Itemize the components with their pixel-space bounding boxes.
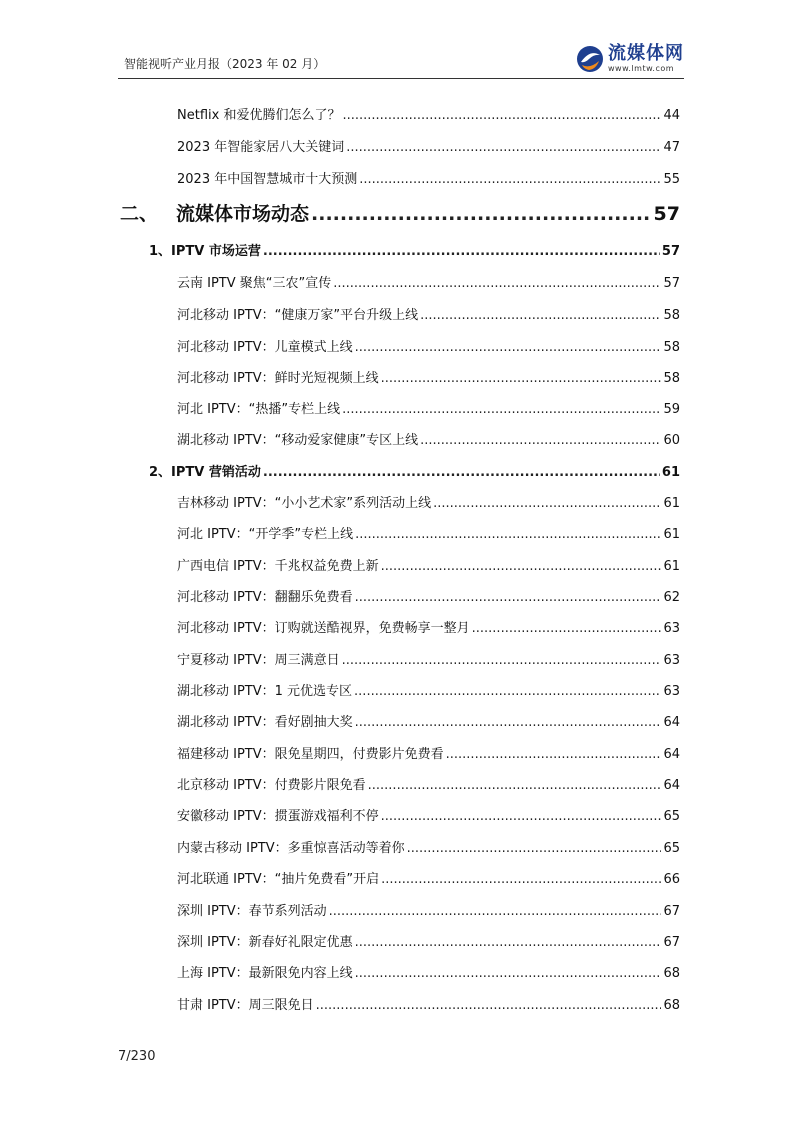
section-label: 2、IPTV 营销活动 — [149, 465, 261, 480]
toc-leader-dots — [342, 653, 662, 668]
toc-entry[interactable] — [177, 272, 680, 292]
toc-entry-label: 河北联通 IPTV：“抽片免费看”开启 — [177, 872, 380, 887]
toc-entry-label: 河北移动 IPTV：“健康万家”平台升级上线 — [177, 308, 419, 323]
toc-entry[interactable] — [177, 367, 680, 387]
toc-entry-label: 湖北移动 IPTV：1 元优选专区 — [177, 684, 353, 699]
toc-entry-label: 河北移动 IPTV：儿童模式上线 — [177, 340, 353, 355]
toc-leader-dots — [355, 935, 662, 950]
toc-leader-dots — [420, 433, 661, 448]
toc-entry-page: 64 — [663, 778, 680, 793]
toc-entry-page: 60 — [663, 433, 680, 448]
toc-entry[interactable] — [177, 805, 680, 825]
page-indicator: 7/230 — [118, 1049, 156, 1064]
toc-section[interactable] — [149, 240, 680, 260]
toc-entry-page: 58 — [663, 371, 680, 386]
toc-entry-label: 宁夏移动 IPTV：周三满意日 — [177, 653, 340, 668]
toc-entry[interactable] — [177, 900, 680, 920]
toc-entry-label: 福建移动 IPTV：限免星期四，付费影片免费看 — [177, 747, 444, 762]
toc-entry[interactable] — [177, 617, 680, 637]
toc-entry-page: 63 — [663, 684, 680, 699]
toc-leader-dots — [381, 559, 662, 574]
toc-leader-dots — [333, 276, 661, 291]
toc-entry-label: 上海 IPTV：最新限免内容上线 — [177, 966, 353, 981]
toc-entry-page: 64 — [663, 747, 680, 762]
section-page: 61 — [661, 465, 680, 480]
toc-entry[interactable] — [177, 523, 680, 543]
toc-entry-page: 61 — [663, 527, 680, 542]
toc-entry-page: 67 — [663, 935, 680, 950]
toc-section[interactable] — [149, 461, 680, 481]
header-divider — [118, 78, 684, 79]
toc-leader-dots — [342, 402, 661, 417]
toc-entry[interactable] — [177, 743, 680, 763]
toc-entry-page: 61 — [663, 496, 680, 511]
toc-leader-dots — [355, 590, 662, 605]
toc-entry-label: 湖北移动 IPTV：“移动爱家健康”专区上线 — [177, 433, 419, 448]
toc-entry-page: 65 — [663, 841, 680, 856]
toc-entry-page: 63 — [663, 653, 680, 668]
toc-entry-page: 58 — [663, 308, 680, 323]
toc-entry[interactable] — [177, 168, 680, 188]
toc-entry[interactable] — [177, 774, 680, 794]
toc-entry[interactable] — [177, 962, 680, 982]
toc-entry[interactable] — [177, 104, 680, 124]
chapter-page: 57 — [653, 203, 680, 225]
toc-leader-dots — [446, 747, 662, 762]
toc-entry-page: 68 — [663, 966, 680, 981]
toc-entry-label: 吉林移动 IPTV：“小小艺术家”系列活动上线 — [177, 496, 432, 511]
toc-entry[interactable] — [177, 931, 680, 951]
toc-entry[interactable] — [177, 586, 680, 606]
toc-leader-dots — [342, 108, 661, 123]
toc-leader-dots — [311, 203, 652, 225]
toc-entry[interactable] — [177, 336, 680, 356]
toc-leader-dots — [381, 809, 662, 824]
toc-entry-page: 62 — [663, 590, 680, 605]
toc-entry[interactable] — [177, 304, 680, 324]
toc-leader-dots — [359, 172, 661, 187]
toc-entry-label: 云南 IPTV 聚焦“三农”宣传 — [177, 276, 332, 291]
toc-entry-label: 河北移动 IPTV：订购就送酷视界，免费畅享一整月 — [177, 621, 470, 636]
toc-leader-dots — [407, 841, 662, 856]
toc-leader-dots — [346, 140, 661, 155]
toc-entry-page: 61 — [663, 559, 680, 574]
toc-entry[interactable] — [177, 680, 680, 700]
toc-entry[interactable] — [177, 555, 680, 575]
toc-entry-label: 广西电信 IPTV：千兆权益免费上新 — [177, 559, 379, 574]
toc-entry-page: 55 — [663, 172, 680, 187]
toc-entry-label: 北京移动 IPTV：付费影片限免看 — [177, 778, 366, 793]
toc-entry[interactable] — [177, 429, 680, 449]
toc-entry[interactable] — [177, 868, 680, 888]
logo-url: www.lmtw.com — [608, 64, 675, 73]
toc-entry-label: 深圳 IPTV：新春好礼限定优惠 — [177, 935, 353, 950]
logo-name: 流媒体网 — [608, 43, 684, 64]
report-title: 智能视听产业月报（2023 年 02 月） — [124, 57, 326, 71]
toc-leader-dots — [420, 308, 661, 323]
toc-entry[interactable] — [177, 649, 680, 669]
toc-entry-page: 44 — [663, 108, 680, 123]
chapter-number: 二、 — [120, 203, 159, 225]
toc-entry-label: 2023 年智能家居八大关键词 — [177, 140, 345, 155]
toc-entry-page: 66 — [663, 872, 680, 887]
chapter-label: 流媒体市场动态 — [176, 203, 310, 225]
toc-entry-page: 67 — [663, 904, 680, 919]
toc-entry-label: 河北移动 IPTV：翻翻乐免费看 — [177, 590, 353, 605]
toc-entry[interactable] — [177, 994, 680, 1014]
toc-entry-label: 2023 年中国智慧城市十大预测 — [177, 172, 358, 187]
toc-entry-page: 65 — [663, 809, 680, 824]
toc-entry-page: 59 — [663, 402, 680, 417]
toc-entry-label: 内蒙古移动 IPTV：多重惊喜活动等着你 — [177, 841, 405, 856]
toc-entry-page: 47 — [663, 140, 680, 155]
toc-entry[interactable] — [177, 136, 680, 156]
section-page: 57 — [661, 244, 680, 259]
toc-leader-dots — [354, 684, 661, 699]
toc-leader-dots — [316, 998, 662, 1013]
toc-leader-dots — [368, 778, 662, 793]
toc-entry-label: 安徽移动 IPTV：掼蛋游戏福利不停 — [177, 809, 379, 824]
toc-entry[interactable] — [177, 837, 680, 857]
toc-entry[interactable] — [177, 711, 680, 731]
toc-leader-dots — [433, 496, 661, 511]
toc-leader-dots — [355, 715, 662, 730]
toc-entry[interactable] — [177, 492, 680, 512]
toc-leader-dots — [355, 340, 662, 355]
toc-entry-page: 58 — [663, 340, 680, 355]
toc-entry-page: 64 — [663, 715, 680, 730]
toc-leader-dots — [472, 621, 662, 636]
toc-entry-label: 河北 IPTV：“开学季”专栏上线 — [177, 527, 354, 542]
brand-logo — [576, 42, 684, 76]
page-header — [118, 36, 684, 78]
logo-icon — [576, 45, 604, 73]
toc-entry-page: 68 — [663, 998, 680, 1013]
toc-leader-dots — [381, 872, 661, 887]
toc-chapter[interactable] — [120, 199, 680, 227]
section-label: 1、IPTV 市场运营 — [149, 244, 261, 259]
toc-leader-dots — [263, 465, 660, 480]
toc-entry-label: 湖北移动 IPTV：看好剧抽大奖 — [177, 715, 353, 730]
toc-entry-page: 57 — [663, 276, 680, 291]
toc-entry-label: Netflix 和爱优腾们怎么了？ — [177, 108, 341, 123]
toc-leader-dots — [263, 244, 660, 259]
toc-entry-label: 甘肃 IPTV：周三限免日 — [177, 998, 314, 1013]
toc-entry-label: 河北 IPTV：“热播”专栏上线 — [177, 402, 341, 417]
toc-leader-dots — [381, 371, 662, 386]
toc-entry-page: 63 — [663, 621, 680, 636]
toc-leader-dots — [329, 904, 662, 919]
toc-leader-dots — [355, 966, 662, 981]
toc-entry-label: 深圳 IPTV：春节系列活动 — [177, 904, 327, 919]
toc-leader-dots — [355, 527, 661, 542]
toc-entry[interactable] — [177, 398, 680, 418]
toc-entry-label: 河北移动 IPTV：鲜时光短视频上线 — [177, 371, 379, 386]
